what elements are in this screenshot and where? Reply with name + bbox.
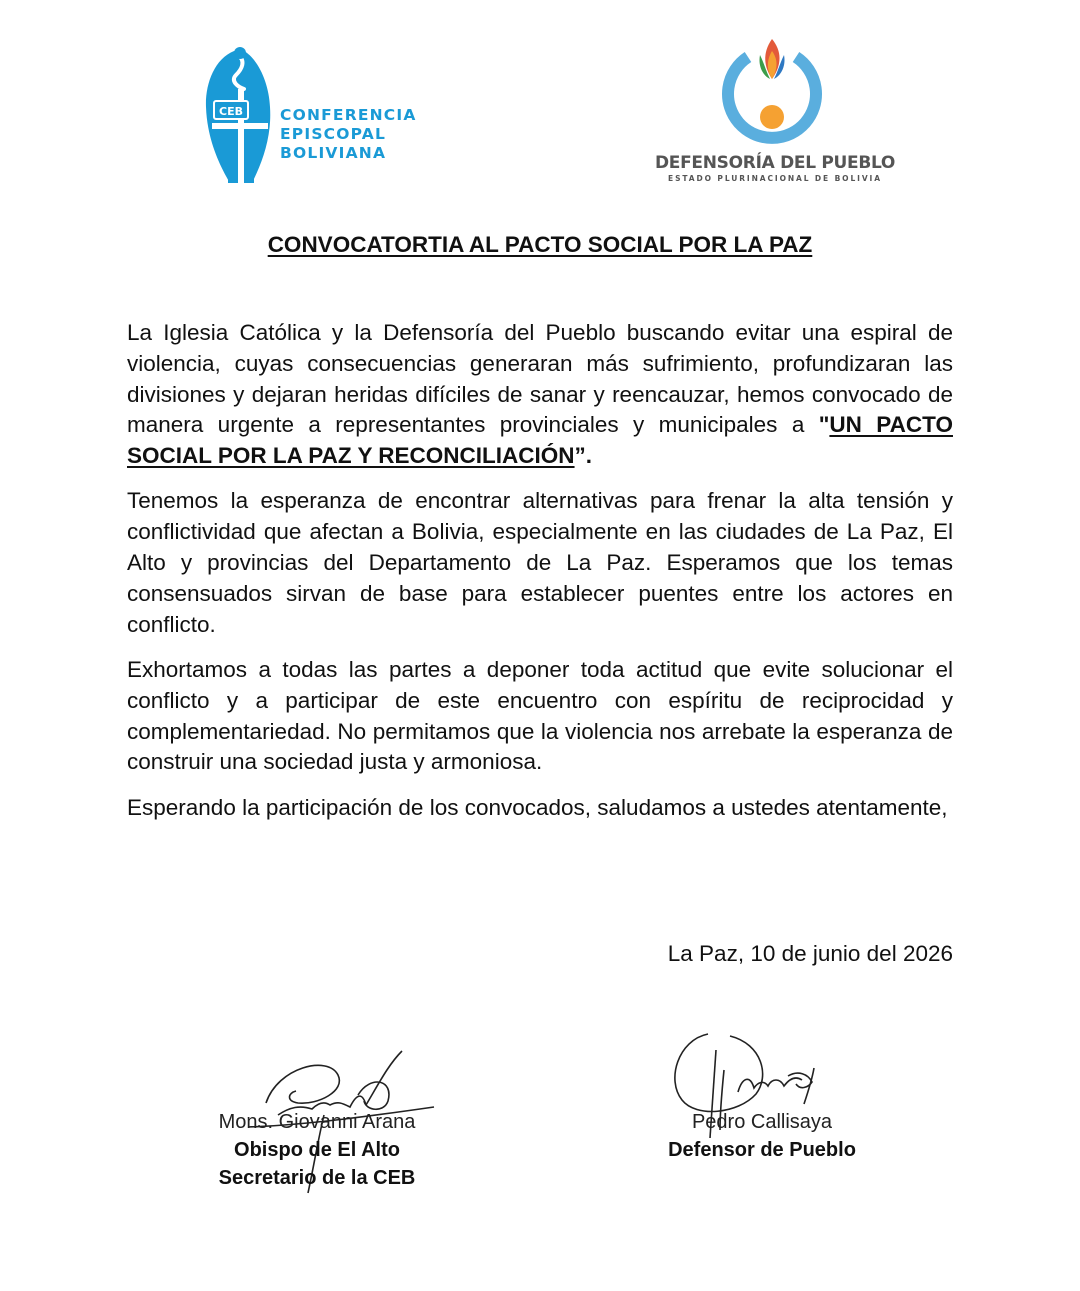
close-quote: ”. [574, 443, 593, 469]
defensoria-subtitle: ESTADO PLURINACIONAL DE BOLIVIA [668, 174, 882, 183]
ceb-emblem-icon [200, 45, 280, 190]
paragraph-1-text: La Iglesia Católica y la Defensoría del Pueblo buscando evitar una espiral de violencia, cuyas consecuencias generaran más sufrimiento, profundizaran las divisiones y dejaran heridas difíciles de sanar y reencauzar, hemos convocado de manera urgente a representantes provinciales y municipales a [127, 320, 953, 438]
defensoria-emblem-icon [712, 35, 832, 147]
document-title: CONVOCATORTIA AL PACTO SOCIAL POR LA PAZ [267, 232, 813, 257]
ceb-line-1: CONFERENCIA [280, 106, 417, 124]
signatory-role: Defensor de Pueblo [668, 1139, 856, 1161]
open-quote: " [818, 412, 830, 438]
defensoria-name: DEFENSORÍA DEL PUEBLO [655, 153, 896, 173]
paragraph-2: Tenemos la esperanza de encontrar alternativas para frenar la alta tensión y conflictividad que afectan a Bolivia, especialmente en las ciudades de La Paz, El Alto y provincias del Departamento de La Paz. Esperamos que los temas consensuados sirvan de base para establecer puentes entre los actores en conflicto. [127, 488, 953, 637]
signatory-name: Pedro Callisaya [691, 1111, 833, 1133]
document-date: La Paz, 10 de junio del 2026 [667, 941, 953, 966]
document-body [127, 318, 953, 838]
signatory-role: Obispo de El Alto [234, 1139, 400, 1161]
signatory-role-secondary: Secretario de la CEB [218, 1167, 416, 1189]
paragraph-1 [127, 318, 953, 472]
ceb-line-3: BOLIVIANA [280, 144, 387, 162]
ceb-line-2: EPISCOPAL [280, 125, 387, 143]
defensoria-logo [650, 35, 900, 190]
signatory-callisaya [652, 1108, 872, 1164]
ceb-logo [200, 45, 420, 190]
pact-emphasis: UN PACTO SOCIAL POR LA PAZ Y RECONCILIACIÓN [127, 412, 953, 469]
paragraph-4: Esperando la participación de los convocados, saludamos a ustedes atentamente, [127, 794, 948, 820]
ceb-wordmark [280, 106, 417, 163]
ceb-monogram: CEB [219, 105, 243, 118]
signatory-arana [207, 1108, 427, 1192]
paragraph-3: Exhortamos a todas las partes a deponer toda actitud que evite solucionar el conflicto y a participar de este encuentro con espíritu de reciprocidad y complementariedad. No permitamos que la violencia nos arrebate la esperanza de construir una sociedad justa y armoniosa. [127, 656, 953, 775]
signatory-name: Mons. Giovanni Arana [218, 1111, 416, 1133]
